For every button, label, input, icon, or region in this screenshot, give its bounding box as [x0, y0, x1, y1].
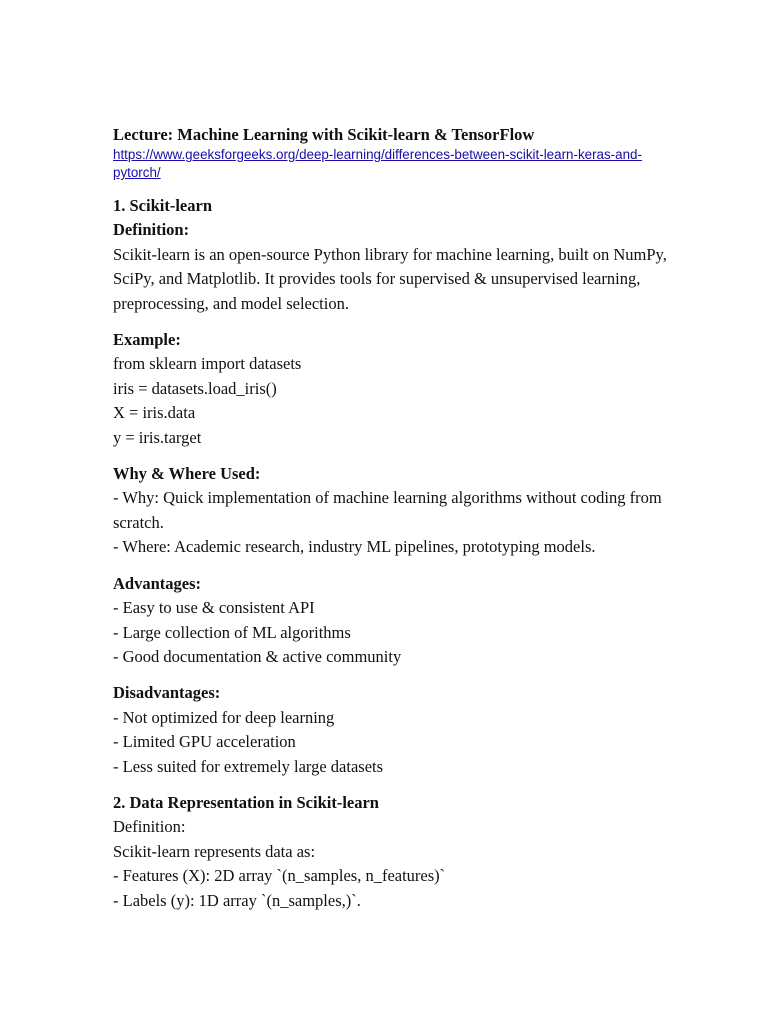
example-label: Example:: [113, 330, 181, 350]
list-item: - Easy to use & consistent API: [113, 598, 315, 618]
where-text: - Where: Academic research, industry ML pipelines, prototyping models.: [113, 537, 596, 557]
why-text: - Why: Quick implementation of machine learning algorithms without coding from scratch.: [113, 488, 662, 532]
list-item: - Good documentation & active community: [113, 646, 402, 666]
code-line: iris = datasets.load_iris(): [113, 378, 277, 398]
definition-text: Scikit-learn is an open-source Python library for machine learning, built on NumPy, SciPy, and Matplotlib. It provides tools for supervised & unsupervised learning, preprocessing, and model selection.: [113, 244, 667, 313]
list-item: - Features (X): 2D array `(n_samples, n_features)`: [113, 866, 446, 886]
definition-label: Definition:: [113, 220, 190, 240]
code-line: X = iris.data: [113, 403, 196, 423]
section-1-heading: 1. Scikit-learn: [113, 196, 212, 215]
list-item: - Large collection of ML algorithms: [113, 622, 351, 642]
list-item: - Not optimized for deep learning: [113, 707, 335, 727]
list-item: - Labels (y): 1D array `(n_samples,)`.: [113, 890, 361, 910]
code-line: y = iris.target: [113, 427, 202, 447]
code-line: from sklearn import datasets: [113, 354, 302, 374]
advantages-label: Advantages:: [113, 573, 202, 593]
document-title: Lecture: Machine Learning with Scikit-learn & TensorFlow: [113, 125, 535, 144]
data-representation-intro: Scikit-learn represents data as:: [113, 841, 316, 861]
section-2-heading: 2. Data Representation in Scikit-learn: [113, 792, 379, 812]
reference-link[interactable]: https://www.geeksforgeeks.org/deep-learning/differences-between-scikit-learn-keras-and-pytorch/: [113, 147, 642, 180]
list-item: - Less suited for extremely large datasets: [113, 756, 384, 776]
advantages-list: [113, 596, 673, 669]
disadvantages-list: [113, 706, 673, 779]
disadvantages-label: Disadvantages:: [113, 683, 221, 703]
document-page: [113, 124, 673, 913]
why-where-label: Why & Where Used:: [113, 464, 261, 484]
definition-label-2: Definition:: [113, 817, 186, 837]
list-item: - Limited GPU acceleration: [113, 732, 296, 752]
example-code: [113, 352, 673, 450]
